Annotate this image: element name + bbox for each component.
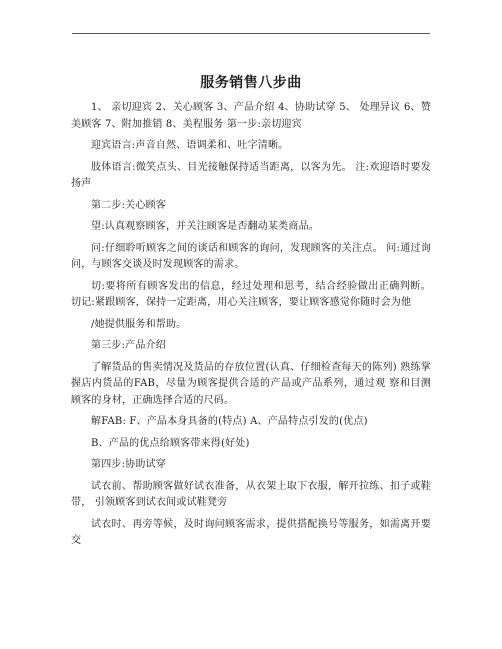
paragraph-step-3-heading: 第三步:产品介绍 xyxy=(91,340,166,351)
paragraph-before-fitting: 试衣前、帮助顾客做好试衣准备，从衣架上取下衣服，解开拉练、扣子或鞋带， 引领顾客到试衣间或试鞋凳旁 xyxy=(71,480,431,508)
paragraph-step-4-heading: 第四步:协助试穿 xyxy=(91,459,166,470)
paragraph-fab-benefit: B、产品的优点给顾客带来得(好处) xyxy=(91,437,250,449)
document-title: 服务销售八步曲 xyxy=(200,75,302,91)
paragraph-service-help: /她提供服务和帮助。 xyxy=(91,318,187,330)
paragraph-observe: 望:认真观察顾客，并关注顾客是否翻动某类商品。 xyxy=(91,221,319,232)
paragraph-fab-definition: 解FAB: F、产品本身具备的(特点) A、产品特点引发的(优点) xyxy=(91,416,368,427)
paragraph-product-knowledge: 了解货品的售卖情况及货品的存放位置(认真、仔细检查每天的陈列) 熟练掌握店内货品的FAB，尽量为顾客提供合适的产品或产品系列，通过观 察和目测顾客的身材，正确选择合适的尺码。 xyxy=(71,361,431,406)
paragraph-body-language: 肢体语言:微笑点头、目光接触保持适当距离，以客为先。 注:欢迎语时要发扬声 xyxy=(71,161,431,189)
paragraph-step-2-heading: 第二步:关心顾客 xyxy=(91,199,166,211)
document-body xyxy=(71,100,431,555)
header-rule xyxy=(72,33,430,34)
paragraph-steps-overview: 1、 亲切迎宾 2、关心顾客 3、产品介绍 4、协助试穿 5、 处理异议 6、赞美顾客 7、附加推销 8、美程服务 第一步:亲切迎宾 xyxy=(71,102,431,130)
paragraph-judge: 切:要将所有顾客发出的信息，经过处理和思考，结合经验做出正确判断。 切记:紧跟顾客，保持一定距离，用心关注顾客，要让顾客感觉你随时会为他 xyxy=(71,280,431,308)
paragraph-ask: 问:仔细聆听顾客之间的谈话和顾客的询问，发现顾客的关注点。 问:通过询问，与顾客交谈及时发现顾客的需求。 xyxy=(71,242,431,270)
paragraph-greeting-language: 迎宾语言:声音自然、语调柔和、吐字清晰。 xyxy=(91,140,289,151)
paragraph-during-fitting: 试衣时、再旁等候，及时询问顾客需求，提供搭配换号等服务，如需离开要交 xyxy=(71,518,431,546)
